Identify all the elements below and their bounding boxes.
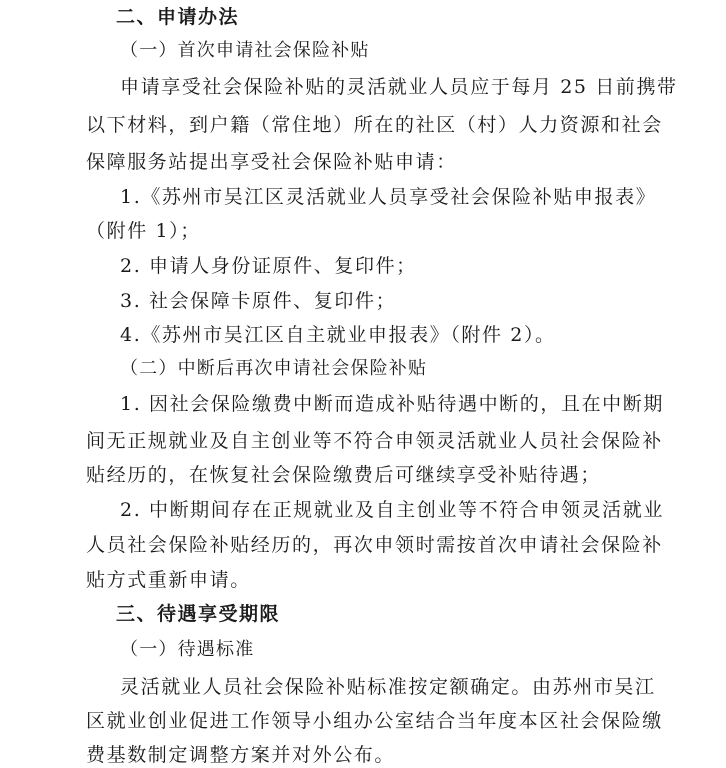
paragraph-line: 人员社会保险补贴经历的，再次申领时需按首次申请社会保险补	[86, 534, 663, 556]
subsection-heading: （一）首次申请社会保险补贴	[120, 40, 370, 61]
paragraph-line: 2. 中断期间存在正规就业及自主创业等不符合申领灵活就业	[120, 499, 664, 521]
paragraph-line: 间无正规就业及自主创业等不符合申领灵活就业人员社会保险补	[86, 430, 663, 452]
list-item: 1.《苏州市吴江区灵活就业人员享受社会保险补贴申报表》	[120, 186, 657, 208]
list-item-continuation: （附件 1）；	[86, 220, 201, 242]
list-item: 3. 社会保障卡原件、复印件；	[120, 290, 397, 312]
paragraph-line: 灵活就业人员社会保险补贴标准按定额确定。由苏州市吴江	[120, 676, 656, 698]
paragraph-line: 费基数制定调整方案并对外公布。	[86, 744, 396, 766]
paragraph-line: 保障服务站提出享受社会保险补贴申请：	[86, 151, 457, 173]
section-heading: 二、申请办法	[116, 6, 240, 28]
paragraph-line: 1. 因社会保险缴费中断而造成补贴待遇中断的，且在中断期	[120, 393, 664, 415]
list-item: 2. 申请人身份证原件、复印件；	[120, 255, 417, 277]
paragraph-line: 申请享受社会保险补贴的灵活就业人员应于每月 25 日前携带	[120, 76, 678, 98]
paragraph-line: 贴方式重新申请。	[86, 569, 251, 591]
paragraph-line: 区就业创业促进工作领导小组办公室结合当年度本区社会保险缴	[86, 710, 663, 732]
paragraph-line: 以下材料，到户籍（常住地）所在的社区（村）人力资源和社会	[86, 114, 663, 136]
paragraph-line: 贴经历的，在恢复社会保险缴费后可继续享受补贴待遇；	[86, 464, 602, 486]
list-item: 4.《苏州市吴江区自主就业申报表》（附件 2）。	[120, 324, 556, 346]
subsection-heading: （一）待遇标准	[120, 639, 255, 660]
section-heading: 三、待遇享受期限	[116, 603, 281, 625]
subsection-heading: （二）中断后再次申请社会保险补贴	[120, 358, 428, 379]
